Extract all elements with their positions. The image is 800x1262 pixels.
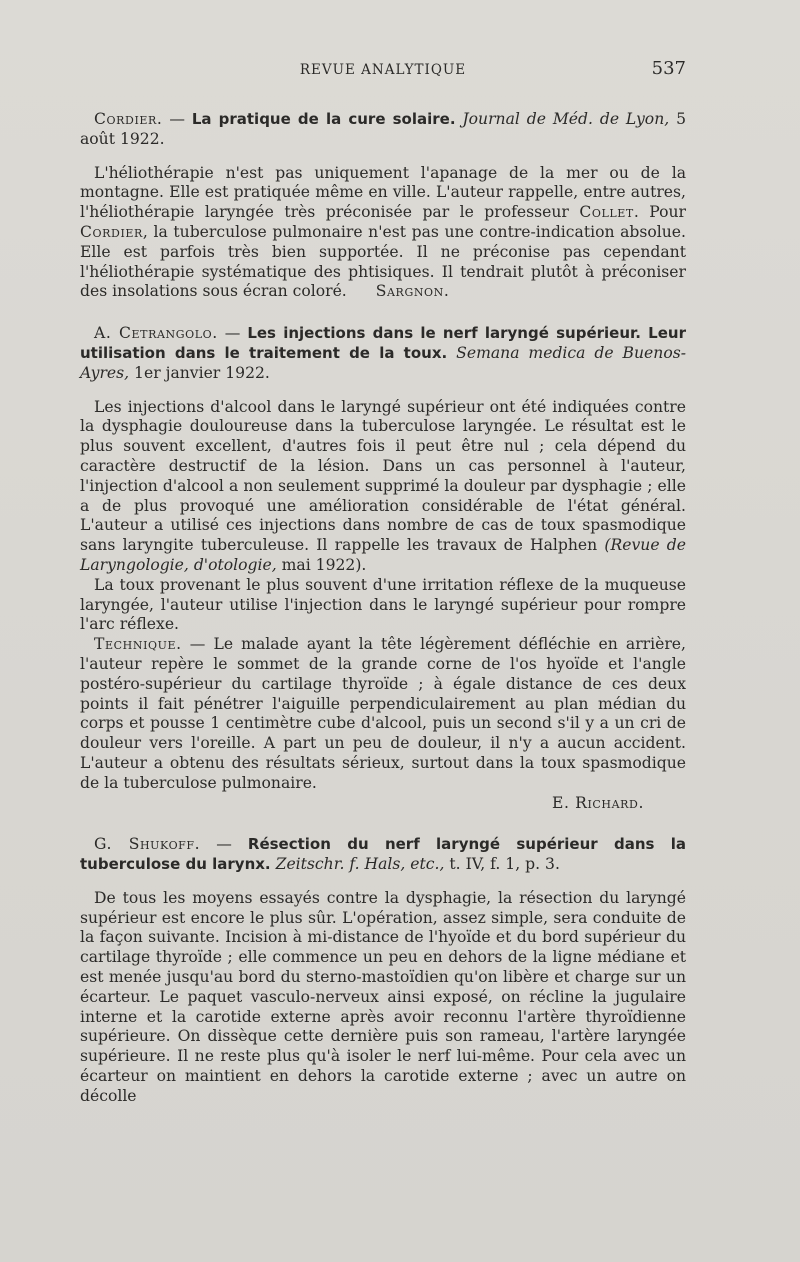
paragraph-text: Les injections d'alcool dans le laryngé supérieur ont été indiquées contre la dysphagie douloureuse dans la tuberculose laryngée. Le résultat est le plus souvent excellent, d'autres fois il peut être nul ; cela dépend du caractère destructif de la lésion. Dans un cas personnel à l'auteur, l'injection d'alcool a non seulement supprimé la douleur par dysphagie ; elle a de plus provoqué une amélioration considérable de l'état général. L'auteur a utilisé ces injections dans nombre de cas de toux spasmodique sans laryngite tuberculeuse. Il rappelle les travaux de Halphen bbox=[80, 397, 686, 555]
article-source: Zeitschr. f. Hals, etc., bbox=[275, 855, 445, 874]
cited-name: Collet bbox=[579, 203, 634, 222]
ref-dash: — bbox=[217, 324, 248, 343]
article-title: Résection du nerf laryngé supérieur dans la tuberculose du larynx. bbox=[80, 835, 687, 874]
reviewer-signature: E. Richard. bbox=[552, 793, 644, 812]
reviewer-signature: Sargnon. bbox=[375, 282, 450, 301]
paragraph-text: L'héliothérapie n'est pas uniquement l'apanage de la mer ou de la montagne. Elle est pratiquée même en ville. L'auteur rappelle, entre autres, l'héliothérapie laryngée très préconisée par le professeur bbox=[80, 163, 686, 222]
cited-name: Cordier bbox=[80, 222, 143, 241]
article-paragraph bbox=[80, 164, 686, 303]
article-paragraph bbox=[80, 635, 686, 793]
article-date: 5 août 1922. bbox=[80, 110, 686, 148]
article-source: Journal de Méd. de Lyon, bbox=[462, 110, 670, 128]
article-paragraph: La toux provenant le plus souvent d'une irritation réflexe de la muqueuse laryngée, l'auteur utilise l'injection dans le laryngé supérieur pour rompre l'arc réflexe. bbox=[80, 575, 686, 634]
article-cetrangolo bbox=[80, 324, 686, 813]
ref-dash: — bbox=[162, 110, 192, 128]
paragraph-text: , la tuberculose pulmonaire n'est pas une contre-indication absolue. Elle est parfois très bien supportée. Il ne préconise pas cependant l'héliothérapie systématique des phtisiques. Il tendrait plutôt à préconiser des insolations sous écran coloré. bbox=[80, 222, 686, 301]
article-date: t. IV, f. 1, p. 3. bbox=[444, 855, 560, 874]
article-reference bbox=[80, 835, 686, 875]
article-cordier bbox=[80, 110, 686, 302]
article-author: Cordier. bbox=[94, 110, 163, 128]
article-paragraph bbox=[80, 398, 686, 576]
article-author: A. Cetrangolo. bbox=[94, 324, 218, 343]
article-title: La pratique de la cure solaire. bbox=[191, 110, 456, 128]
page-number: 537 bbox=[651, 58, 686, 79]
page-header bbox=[80, 60, 686, 84]
article-reference bbox=[80, 324, 686, 383]
cited-journal: (Revue de Laryngologie, d'otologie, bbox=[80, 536, 686, 574]
article-author: G. Shukoff. bbox=[94, 835, 201, 854]
paragraph-text: . Pour bbox=[633, 203, 686, 222]
paragraph-text: mai 1922). bbox=[276, 555, 367, 574]
article-title: Les injections dans le nerf laryngé supérieur. Leur utilisation dans le traitement de la toux. bbox=[80, 324, 686, 362]
article-reference bbox=[80, 110, 686, 150]
section-label: Technique. bbox=[94, 635, 182, 654]
ref-dash: — bbox=[200, 835, 248, 854]
running-head: REVUE ANALYTIQUE bbox=[299, 62, 467, 78]
page-content bbox=[80, 110, 686, 1129]
paragraph-text: — Le malade ayant la tête légèrement défléchie en arrière, l'auteur repère le sommet de la grande corne de l'os hyoïde et l'angle postéro-supérieur du cartilage thyroïde ; à égale distance de ces deux points il fait pénétrer l'aiguille perpendiculairement au plan médian du corps et pousse 1 centimètre cube d'alcool, puis un second s'il y a un cri de douleur vers l'oreille. A part un peu de douleur, il n'y a aucun accident. L'auteur a obtenu des résultats sérieux, surtout dans la toux spasmodique de la tuberculose pulmonaire. bbox=[80, 635, 686, 792]
article-source: Semana medica de Buenos-Ayres, bbox=[80, 343, 686, 382]
article-shukoff bbox=[80, 835, 686, 1106]
article-paragraph: De tous les moyens essayés contre la dysphagie, la résection du laryngé supérieur est encore le plus sûr. L'opération, assez simple, sera conduite de la façon suivante. Incision à mi-distance de l'hyoïde et du bord supérieur du cartilage thyroïde ; elle commence un peu en dehors de la ligne médiane et est menée jusqu'au bord du sterno-mastoïdien qu'on libère et charge sur un écarteur. Le paquet vasculo-nerveux ainsi exposé, on récline la jugulaire interne et la carotide externe après avoir reconnu l'artère thyroïdienne supérieure. On dissèque cette dernière puis son rameau, l'artère laryngée supérieure. Il ne reste plus qu'à isoler le nerf lui-même. Pour cela avec un écarteur on maintient en dehors la carotide externe ; avec un autre on décolle bbox=[80, 888, 686, 1105]
article-date: 1er janvier 1922. bbox=[129, 363, 270, 382]
